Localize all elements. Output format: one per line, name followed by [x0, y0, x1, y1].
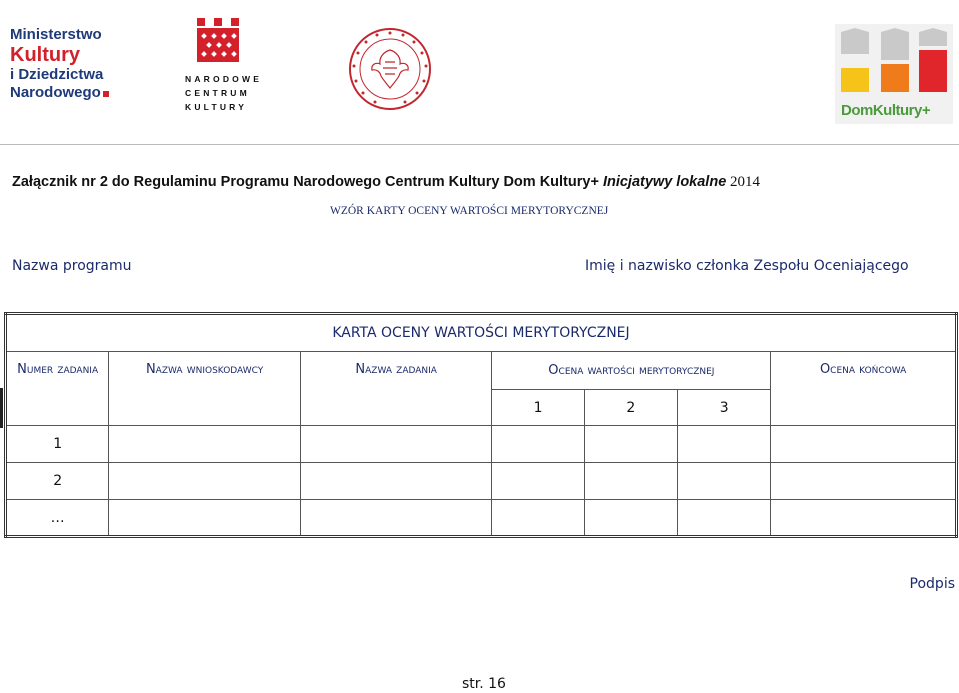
ministry-logo-line4: Narodowego — [10, 84, 109, 102]
final-score-cell[interactable] — [771, 500, 957, 537]
header-divider — [0, 144, 959, 145]
header-merit-score: Ocena wartości merytorycznej — [492, 352, 771, 390]
nck-logo-line2: CENTRUM — [185, 88, 250, 98]
row-number: … — [6, 500, 109, 537]
member-name-label: Imię i nazwisko członka Zespołu Oceniającego — [585, 258, 909, 274]
nck-emblem-icon — [197, 18, 239, 62]
task-cell[interactable] — [300, 426, 492, 463]
row-number: 2 — [6, 463, 109, 500]
final-score-cell[interactable] — [771, 426, 957, 463]
score-2-cell[interactable] — [584, 426, 677, 463]
ministry-logo-line3: i Dziedzictwa — [10, 66, 104, 83]
score-3-cell[interactable] — [678, 463, 771, 500]
header-task-name: Nazwa zadania — [300, 352, 492, 426]
ministry-logo — [10, 26, 109, 102]
card-title: KARTA OCENY WARTOŚCI MERYTORYCZNEJ — [6, 314, 957, 352]
page-number: str. 16 — [462, 676, 506, 692]
score-column-1: 1 — [492, 390, 584, 426]
header-final-score: Ocena końcowa — [771, 352, 957, 426]
ministry-logo-line1: Ministerstwo — [10, 26, 102, 43]
header-applicant-name: Nazwa wnioskodawcy — [109, 352, 301, 426]
score-column-3: 3 — [678, 390, 771, 426]
applicant-cell[interactable] — [109, 426, 301, 463]
evaluation-card-table — [4, 312, 958, 538]
nck-logo-line1: NARODOWE — [185, 74, 263, 84]
dom-kultury-logo-text: DomKultury+ — [841, 102, 931, 119]
task-cell[interactable] — [300, 463, 492, 500]
score-3-cell[interactable] — [678, 426, 771, 463]
document-subtitle: WZÓR KARTY OCENY WARTOŚCI MERYTORYCZNEJ — [330, 205, 609, 217]
score-column-2: 2 — [584, 390, 677, 426]
score-3-cell[interactable] — [678, 500, 771, 537]
table-row — [6, 426, 957, 463]
dom-kultury-logo — [835, 24, 953, 124]
score-1-cell[interactable] — [492, 500, 584, 537]
signature-label: Podpis — [909, 576, 955, 592]
score-1-cell[interactable] — [492, 426, 584, 463]
eagle-seal-icon — [347, 26, 433, 112]
dom-kultury-houses-icon — [835, 24, 953, 102]
nck-logo-line3: KULTURY — [185, 102, 248, 112]
task-cell[interactable] — [300, 500, 492, 537]
document-title — [12, 174, 760, 191]
final-score-cell[interactable] — [771, 463, 957, 500]
ministry-logo-line2: Kultury — [10, 44, 80, 66]
table-row — [6, 500, 957, 537]
title-main: Załącznik nr 2 do Regulaminu Programu Narodowego Centrum Kultury Dom Kultury+ — [12, 174, 603, 190]
title-italic: Inicjatywy lokalne — [602, 174, 727, 190]
score-1-cell[interactable] — [492, 463, 584, 500]
row-number: 1 — [6, 426, 109, 463]
header-task-number: Numer zadania — [6, 352, 109, 426]
table-row — [6, 463, 957, 500]
program-name-label: Nazwa programu — [12, 258, 132, 274]
score-2-cell[interactable] — [584, 500, 677, 537]
applicant-cell[interactable] — [109, 463, 301, 500]
margin-mark — [0, 388, 3, 428]
title-year: 2014 — [726, 174, 761, 190]
score-2-cell[interactable] — [584, 463, 677, 500]
applicant-cell[interactable] — [109, 500, 301, 537]
